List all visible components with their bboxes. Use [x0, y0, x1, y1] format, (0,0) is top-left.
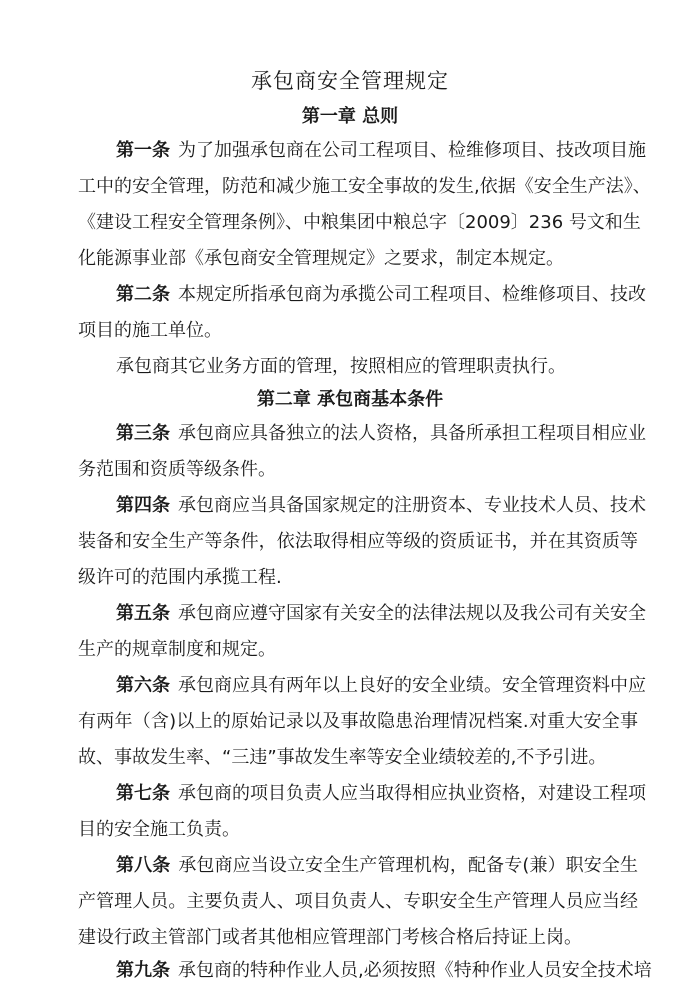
paragraph-line: 第四条 承包商应当具备国家规定的注册资本、专业技术人员、技术: [116, 495, 646, 516]
paragraph-line: 第二条 本规定所指承包商为承揽公司工程项目、检维修项目、技改: [116, 284, 646, 305]
paragraph-line: 第五条 承包商应遵守国家有关安全的法律法规以及我公司有关安全: [116, 603, 646, 624]
document-title: 承包商安全管理规定: [251, 69, 449, 93]
article-label: 第八条: [116, 855, 171, 876]
paragraph-line: 第九条 承包商的特种作业人员,必须按照《特种作业人员安全技术培: [116, 960, 652, 981]
article-label: 第一条: [116, 140, 170, 161]
paragraph-line: 第七条 承包商的项目负责人应当取得相应执业资格，对建设工程项: [116, 783, 646, 804]
article-label: 第四条: [116, 495, 170, 516]
paragraph-line: 《建设工程安全管理条例》、中粮集团中粮总字〔2009〕236 号文和生: [78, 212, 641, 233]
chapter-heading: 第一章 总则: [301, 106, 399, 127]
paragraph-line: 目的安全施工负责。: [78, 819, 240, 840]
paragraph-line: 项目的施工单位。: [78, 320, 222, 341]
article-label: 第二条: [116, 284, 170, 305]
article-label: 第三条: [116, 423, 170, 444]
article-label: 第六条: [116, 675, 170, 696]
article-label: 第七条: [116, 783, 170, 804]
paragraph-line: 第三条 承包商应具备独立的法人资格，具备所承担工程项目相应业: [116, 423, 646, 444]
paragraph-line: 第六条 承包商应具有两年以上良好的安全业绩。安全管理资料中应: [116, 675, 646, 696]
paragraph-line: 建设行政主管部门或者其他相应管理部门考核合格后持证上岗。: [78, 927, 582, 948]
paragraph-line: 故、事故发生率、“三违”事故发生率等安全业绩较差的,不予引进。: [78, 747, 607, 768]
paragraph-line: 产管理人员。主要负责人、项目负责人、专职安全生产管理人员应当经: [78, 891, 638, 912]
paragraph-line: 有两年（含)以上的原始记录以及事故隐患治理情况档案.对重大安全事: [78, 711, 638, 732]
paragraph-line: 工中的安全管理，防范和减少施工安全事故的发生,依据《安全生产法》、: [78, 176, 651, 197]
paragraph-line: 承包商其它业务方面的管理，按照相应的管理职责执行。: [116, 356, 566, 377]
paragraph-line: 第一条 为了加强承包商在公司工程项目、检维修项目、技改项目施: [116, 140, 646, 161]
paragraph-line: 化能源事业部《承包商安全管理规定》之要求，制定本规定。: [78, 248, 564, 269]
article-label: 第九条: [116, 960, 170, 981]
chapter-heading: 第二章 承包商基本条件: [256, 389, 444, 410]
paragraph-line: 务范围和资质等级条件。: [78, 459, 276, 480]
paragraph-line: 生产的规章制度和规定。: [78, 639, 276, 660]
paragraph-line: 级许可的范围内承揽工程.: [78, 567, 282, 588]
paragraph-line: 第八条 承包商应当设立安全生产管理机构，配备专(兼）职安全生: [116, 855, 638, 876]
paragraph-line: 装备和安全生产等条件，依法取得相应等级的资质证书，并在其资质等: [78, 531, 638, 552]
article-label: 第五条: [116, 603, 170, 624]
